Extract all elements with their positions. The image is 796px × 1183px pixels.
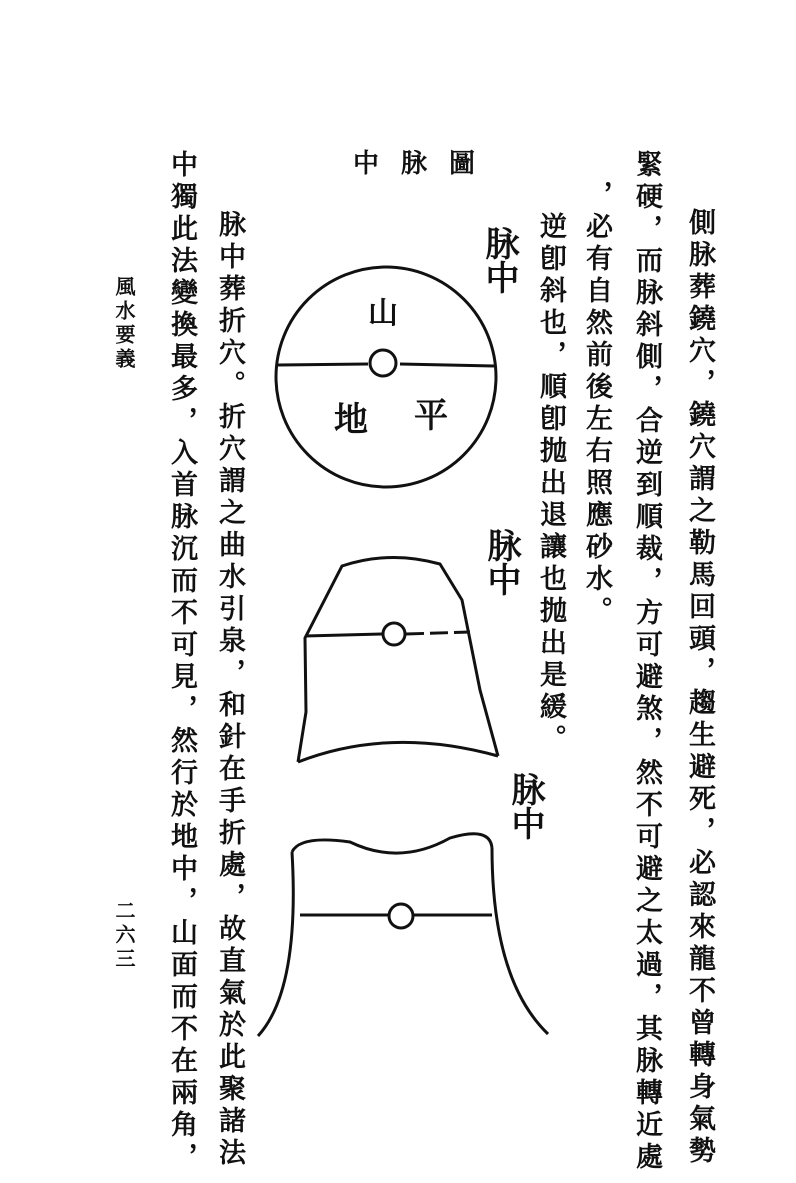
text-column-2: 緊硬，而脉斜側，合逆到順裁，方可避煞，然不可避之太過，其脉轉近處: [631, 150, 662, 1174]
text-column-5: 脉中葬折穴。折穴謂之曲水引泉，和針在手折處，故直氣於此聚諸法: [214, 210, 245, 1170]
page-number: 二六三: [112, 900, 136, 972]
circle-bottom-left-text: 地: [334, 400, 368, 440]
text-column-1: 側脉葬鐃穴，鐃穴謂之勒馬回頭，趨生避死，必認來龍不曾轉身氣勢: [684, 208, 715, 1168]
book-title: 風水要義: [112, 276, 136, 372]
text-column-6: 中獨此法變換最多，入首脉沉而不可見，然行於地中，山面而不在兩角，: [166, 150, 197, 1174]
text-column-3: ，必有自然前後左右照應砂水。: [581, 180, 612, 628]
circle-diagram-label: 脉中: [479, 226, 519, 294]
circle-top-text: 山: [368, 296, 398, 331]
bell-diagram: [298, 557, 498, 762]
circle-bottom-right-text: 平: [414, 396, 448, 436]
text-column-4: 逆卽斜也，順卽抛出退讓也抛出是緩。: [535, 212, 566, 756]
flared-diagram-label: 脉中: [505, 772, 545, 840]
flared-diagram: [258, 834, 548, 1036]
bell-diagram-label: 脉中: [481, 528, 521, 596]
diagram-title: 中脉圖: [353, 149, 498, 179]
